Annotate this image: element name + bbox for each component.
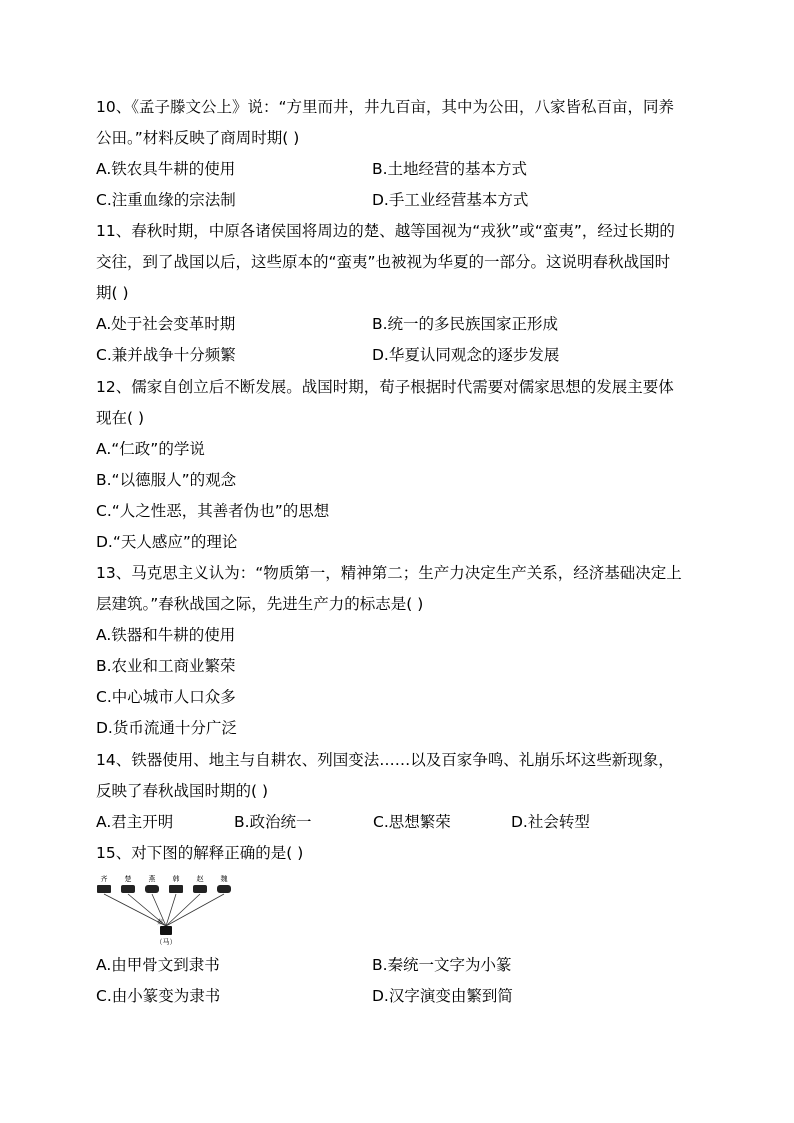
- state-label-wei: 魏: [220, 875, 228, 883]
- q13-option-d: D.货币流通十分广泛: [96, 719, 237, 737]
- q15-line-1: 15、对下图的解释正确的是( ): [96, 844, 304, 862]
- state-label-han: 韩: [172, 875, 180, 883]
- q15-option-a: A.由甲骨文到隶书: [96, 956, 220, 974]
- center-label: （马）: [155, 938, 177, 946]
- character-evolution-figure: [90, 872, 260, 946]
- q10-line-1: 10、《孟子滕文公上》说：“方里而井，井九百亩，其中为公田，八家皆私百亩，同养: [96, 98, 675, 116]
- q11-option-b: B.统一的多民族国家正形成: [372, 315, 559, 333]
- q10-line-2: 公田。”材料反映了商周时期( ): [96, 129, 300, 147]
- q15-option-b: B.秦统一文字为小篆: [372, 956, 512, 974]
- q10-option-d: D.手工业经营基本方式: [372, 191, 529, 209]
- q12-option-a: A.“仁政”的学说: [96, 440, 205, 458]
- q14-option-a: A.君主开明: [96, 813, 174, 831]
- convergence-lines: [104, 894, 224, 926]
- q14-option-c: C.思想繁荣: [373, 813, 451, 831]
- xiaozhuan-horse-glyph: [160, 926, 172, 935]
- q13-line-2: 层建筑。”春秋战国之际，先进生产力的标志是( ): [96, 595, 424, 613]
- q12-line-1: 12、儒家自创立后不断发展。战国时期，荀子根据时代需要对儒家思想的发展主要体: [96, 378, 674, 396]
- q14-line-1: 14、铁器使用、地主与自耕农、列国变法……以及百家争鸣、礼崩乐坏这些新现象，: [96, 751, 674, 769]
- q10-option-b: B.土地经营的基本方式: [372, 160, 528, 178]
- q12-option-d: D.“天人感应”的理论: [96, 533, 238, 551]
- state-label-qi: 齐: [100, 875, 108, 883]
- q11-line-3: 期( ): [96, 284, 129, 302]
- q11-option-c: C.兼并战争十分频繁: [96, 346, 236, 364]
- q14-line-2: 反映了春秋战国时期的( ): [96, 782, 269, 800]
- state-label-zhao: 赵: [196, 875, 204, 883]
- ancient-glyphs: [97, 885, 231, 893]
- state-label-yan: 燕: [148, 875, 156, 883]
- q15-option-c: C.由小篆变为隶书: [96, 987, 221, 1005]
- unified-state-label: 秦: [156, 919, 164, 926]
- q12-option-c: C.“人之性恶，其善者伪也”的思想: [96, 502, 330, 520]
- state-label-chu: 楚: [124, 875, 132, 883]
- q12-line-2: 现在( ): [96, 409, 145, 427]
- q14-option-d: D.社会转型: [511, 813, 590, 831]
- q13-option-a: A.铁器和牛耕的使用: [96, 626, 236, 644]
- q10-option-a: A.铁农具牛耕的使用: [96, 160, 236, 178]
- q11-line-2: 交往，到了战国以后，这些原本的“蛮夷”也被视为华夏的一部分。这说明春秋战国时: [96, 253, 671, 271]
- q11-option-a: A.处于社会变革时期: [96, 315, 236, 333]
- q15-option-d: D.汉字演变由繁到简: [372, 987, 513, 1005]
- q14-option-b: B.政治统一: [234, 813, 312, 831]
- q10-option-c: C.注重血缘的宗法制: [96, 191, 236, 209]
- q13-option-b: B.农业和工商业繁荣: [96, 657, 236, 675]
- q12-option-b: B.“以德服人”的观念: [96, 471, 237, 489]
- q13-option-c: C.中心城市人口众多: [96, 688, 236, 706]
- q11-line-1: 11、春秋时期，中原各诸侯国将周边的楚、越等国视为“戎狄”或“蛮夷”，经过长期的: [96, 222, 675, 240]
- q13-line-1: 13、马克思主义认为：“物质第一，精神第二；生产力决定生产关系，经济基础决定上: [96, 564, 682, 582]
- q11-option-d: D.华夏认同观念的逐步发展: [372, 346, 560, 364]
